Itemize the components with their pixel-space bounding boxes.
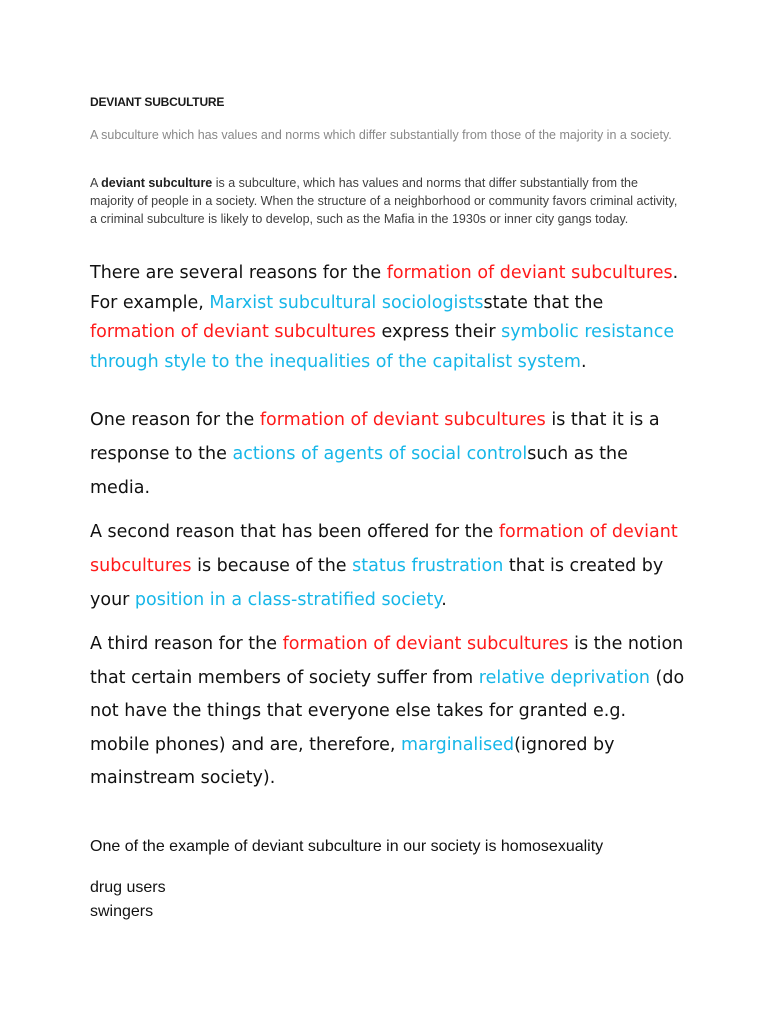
example-item: swingers: [90, 903, 154, 920]
paragraph-reasons-intro: [90, 259, 690, 377]
highlight-blue: position in a class-stratified society: [134, 590, 442, 610]
text-span: (ignored by mainstream society).: [90, 734, 615, 788]
text-span: that is created by your: [90, 556, 664, 610]
example-sentence: One of the example of deviant subculture in our society is homosexuality: [90, 838, 604, 855]
text-span: express their: [375, 322, 502, 342]
long-definition: [90, 174, 680, 228]
text-span: is the notion that certain members of society suffer from: [90, 634, 684, 688]
text-span: A third reason for the: [90, 634, 283, 654]
text-span: such as the media.: [90, 444, 628, 498]
text-span: state that the: [483, 292, 604, 313]
paragraph-second-reason: [90, 515, 690, 617]
highlight-blue: relative deprivation: [478, 667, 650, 688]
text-span: .: [580, 351, 587, 372]
definition-rest: is a subculture, which has values and norms that differ substantially from the majority of people in a society. When the structure of a neighborhood or community favors criminal activity, a criminal subculture is likely to develop, such as the Mafia in the 1930s or inner city gangs today.: [90, 176, 678, 226]
highlight-blue: Marxist subcultural sociologists: [209, 292, 484, 313]
highlight-blue: actions of agents of social control: [232, 444, 528, 464]
text-span: There are several reasons for the: [90, 263, 387, 283]
highlight-red: formation of deviant subcultures: [282, 634, 569, 654]
text-span: One reason for the: [90, 410, 260, 430]
text-span: is that it is a response to the: [90, 410, 660, 464]
text-span: .: [441, 590, 447, 610]
examples-list: [90, 876, 710, 924]
paragraph-first-reason: [90, 403, 690, 505]
paragraph-third-reason: [90, 628, 690, 796]
text-span: . For example,: [90, 263, 679, 313]
text-span: A second reason that has been offered for the: [90, 522, 499, 542]
highlight-blue: status frustration: [352, 556, 504, 576]
highlight-red: formation of deviant subcultures: [259, 410, 546, 430]
definition-prefix: A: [90, 176, 102, 190]
highlight-red: formation of deviant subcultures: [90, 522, 678, 576]
text-span: (do not have the things that everyone else takes for granted e.g. mobile phones) and are, therefore,: [90, 667, 685, 755]
highlight-blue: marginalised: [400, 734, 515, 755]
example-item: drug users: [90, 879, 166, 896]
highlight-blue: symbolic resistance through style to the inequalities of the capitalist system: [90, 322, 675, 372]
short-definition: A subculture which has values and norms which differ substantially from those of the majority in a society.: [90, 128, 672, 142]
highlight-red: formation of deviant subcultures: [90, 322, 376, 342]
text-span: is because of the: [191, 556, 353, 576]
document-title: DEVIANT SUBCULTURE: [90, 95, 225, 109]
definition-term: deviant subculture: [101, 176, 213, 190]
highlight-red: formation of deviant subcultures: [386, 263, 673, 283]
